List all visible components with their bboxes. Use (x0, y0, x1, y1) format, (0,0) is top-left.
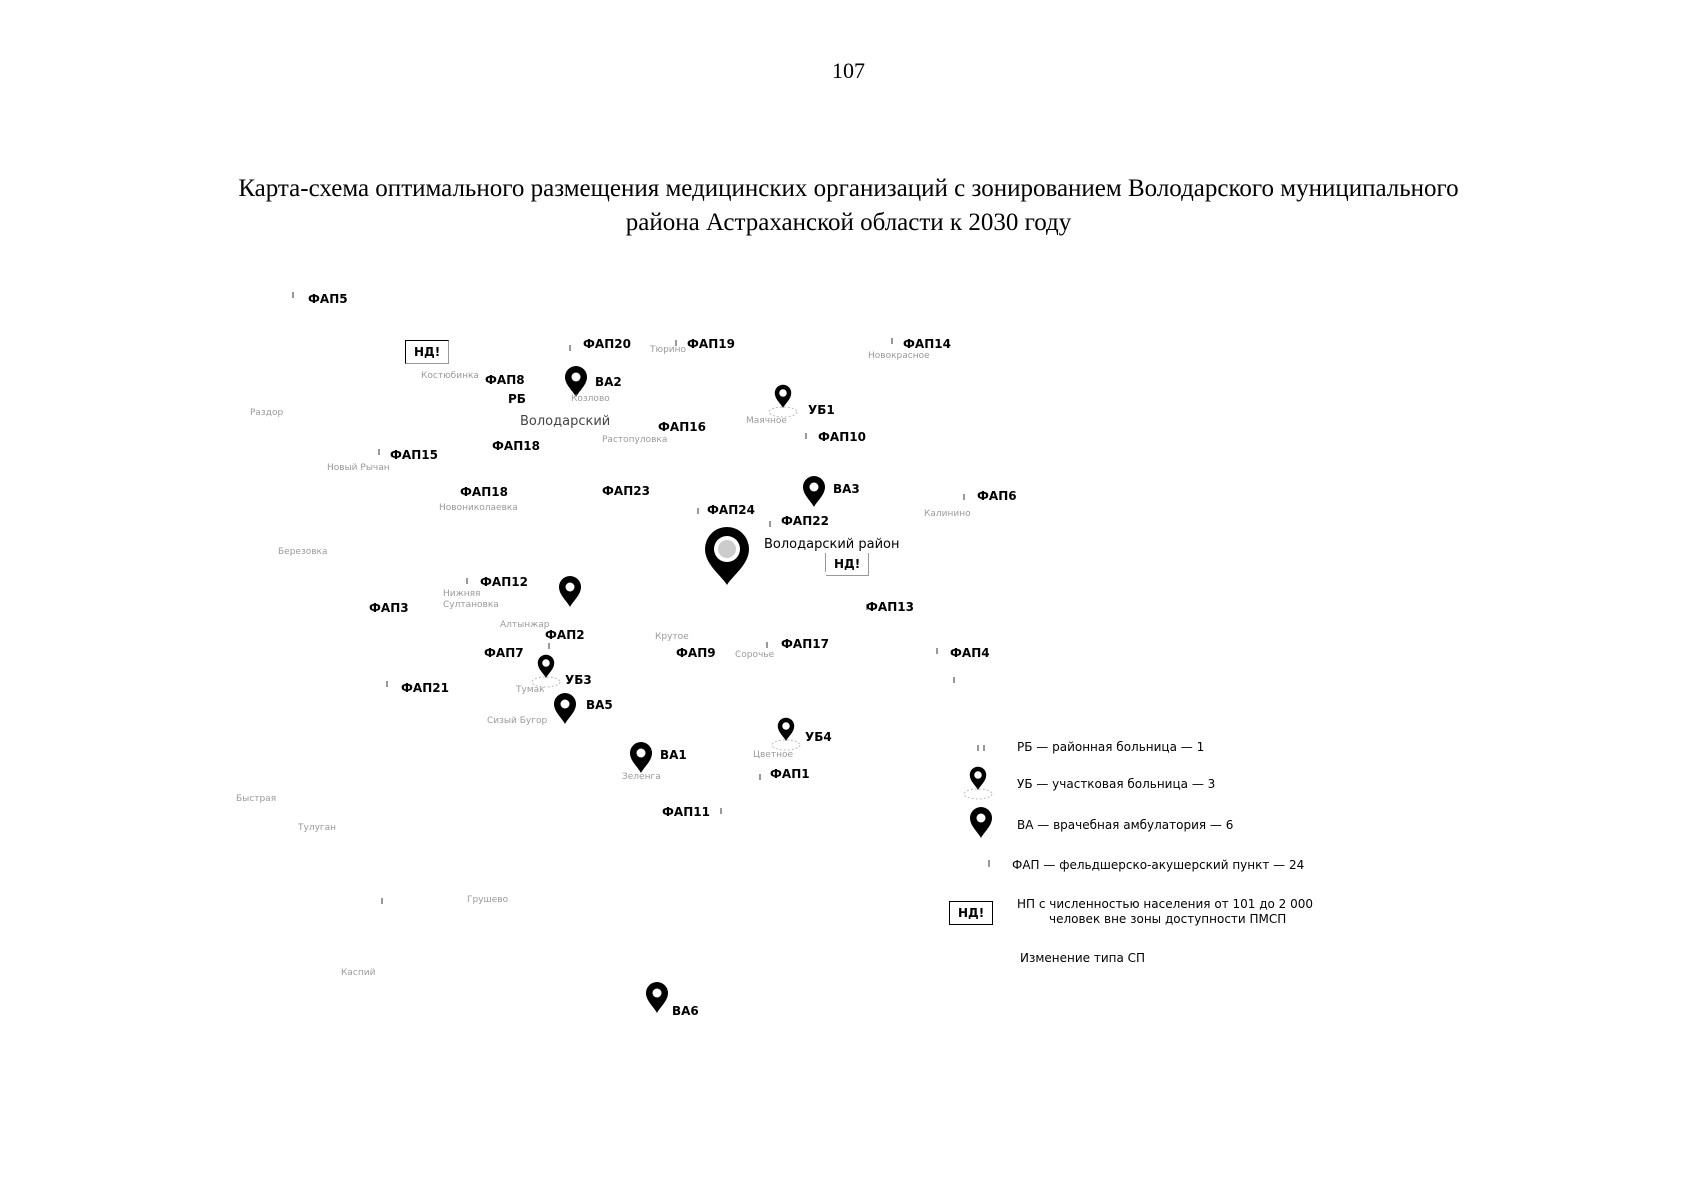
title-line-2: района Астраханской области к 2030 году (625, 209, 1072, 236)
title-line-1: Карта-схема оптимального размещения медицинских организаций с зонированием Володарского муниципального (238, 175, 1459, 202)
legend-nd-box: НД! (949, 901, 993, 925)
town-sizy-bugor: Сизый Бугор (487, 716, 548, 726)
fap18b-label: ФАП18 (460, 485, 508, 499)
ub3-label: УБ3 (565, 673, 592, 687)
fap4-label: ФАП4 (950, 646, 990, 660)
va3-marker-icon (803, 476, 825, 507)
town-kostyubinka: Костюбинка (421, 371, 479, 381)
town-grushevo: Грушево (467, 895, 509, 905)
ub1-label: УБ1 (808, 403, 835, 417)
fap15-label: ФАП15 (390, 448, 438, 462)
fap1-label: ФАП1 (770, 767, 810, 781)
legend-fap-icon (988, 860, 990, 867)
fap20-label: ФАП20 (583, 337, 631, 351)
fap7-label: ФАП7 (484, 646, 524, 660)
legend-va-text: ВА — врачебная амбулатория — 6 (1017, 818, 1234, 832)
town-kalinino: Калинино (924, 509, 971, 519)
town-berezovka: Березовка (278, 547, 328, 557)
fap9-label: ФАП9 (676, 646, 716, 660)
ub3-marker-icon (538, 655, 555, 678)
ub4-label: УБ4 (805, 730, 832, 744)
fap11-label: ФАП11 (662, 805, 710, 819)
fap22-label: ФАП22 (781, 514, 829, 528)
fap3-label: ФАП3 (369, 601, 409, 615)
va1-marker-icon (630, 742, 652, 773)
town-razdor: Раздор (250, 408, 284, 418)
va5-marker-icon (554, 693, 576, 724)
town-nizhnyaya-sultanovka: Нижняя Султановка (443, 589, 499, 610)
legend-ub-icon (970, 767, 987, 790)
legend-nd-text (1017, 897, 1313, 927)
fap16-label: ФАП16 (658, 420, 706, 434)
fap14-label: ФАП14 (903, 337, 951, 351)
town-tyurino: Тюрино (650, 345, 687, 355)
town-novokrasnoe: Новокрасное (868, 351, 930, 361)
fap6-label: ФАП6 (977, 489, 1017, 503)
nd-marker-north: НД! (405, 340, 449, 364)
legend-type-change-text: Изменение типа СП (1020, 951, 1146, 965)
town-tulugan: Тулуган (298, 823, 337, 833)
town-bystraya: Быстрая (236, 794, 277, 804)
va6-label: ВА6 (672, 1004, 699, 1018)
town-altynzhar: Алтынжар (500, 620, 550, 630)
va1-label: ВА1 (660, 748, 687, 762)
va5-label: ВА5 (586, 698, 613, 712)
nd-marker-center: НД! (826, 553, 869, 576)
rb-marker-icon (705, 527, 749, 585)
district-label: Володарский район (764, 537, 900, 552)
town-tumak: Тумак (516, 685, 545, 695)
legend-fap-text: ФАП — фельдшерско-акушерский пункт — 24 (1012, 858, 1305, 872)
fap10-label: ФАП10 (818, 430, 866, 444)
ub4-marker-icon (778, 718, 795, 741)
town-sorochye: Сорочье (735, 650, 775, 660)
fap5-label: ФАП5 (308, 292, 348, 306)
town-rastopulovka: Растопуловка (602, 435, 668, 445)
town-kaspiy: Каспий (341, 968, 376, 978)
va6-marker-icon (646, 982, 668, 1013)
fap8-label: ФАП8 (485, 373, 525, 387)
ub1-marker-icon (775, 385, 792, 408)
legend-rb-icon (977, 745, 985, 751)
fap18a-label: ФАП18 (492, 439, 540, 453)
legend-va-icon (970, 807, 992, 838)
rb-label: РБ (508, 392, 526, 406)
town-novonikolaevka: Новониколаевка (439, 503, 518, 513)
va-altynzhar-marker-icon (559, 576, 581, 607)
fap-tick-icons (292, 292, 965, 904)
legend-ub-text: УБ — участковая больница — 3 (1017, 777, 1216, 791)
page-number: 107 (832, 58, 865, 83)
va2-marker-icon (565, 366, 587, 397)
town-novy-rychan: Новый Рычан (327, 463, 390, 473)
fap13-label: ФАП13 (866, 600, 914, 614)
legend-nd-line-1: НП с численностью населения от 101 до 2 000 (1017, 897, 1314, 911)
fap21-label: ФАП21 (401, 681, 449, 695)
center-town-label: Володарский (520, 414, 611, 429)
town-mayachnoe: Маячное (746, 416, 787, 426)
fap12-label: ФАП12 (480, 575, 528, 589)
legend-rb-text: РБ — районная больница — 1 (1017, 740, 1205, 754)
fap17-label: ФАП17 (781, 637, 829, 651)
town-krutoe: Крутое (655, 632, 689, 642)
fap19-label: ФАП19 (687, 337, 735, 351)
town-kozlovo: Козлово (571, 394, 610, 404)
va2-label: ВА2 (595, 375, 622, 389)
va3-label: ВА3 (833, 482, 860, 496)
fap2-label: ФАП2 (545, 628, 585, 642)
town-tsvetnoe: Цветное (753, 750, 793, 760)
legend-nd-line-2: человек вне зоны доступности ПМСП (1049, 912, 1287, 926)
town-zelenga: Зеленга (622, 772, 661, 782)
fap24-label: ФАП24 (707, 503, 755, 517)
fap23-label: ФАП23 (602, 484, 650, 498)
